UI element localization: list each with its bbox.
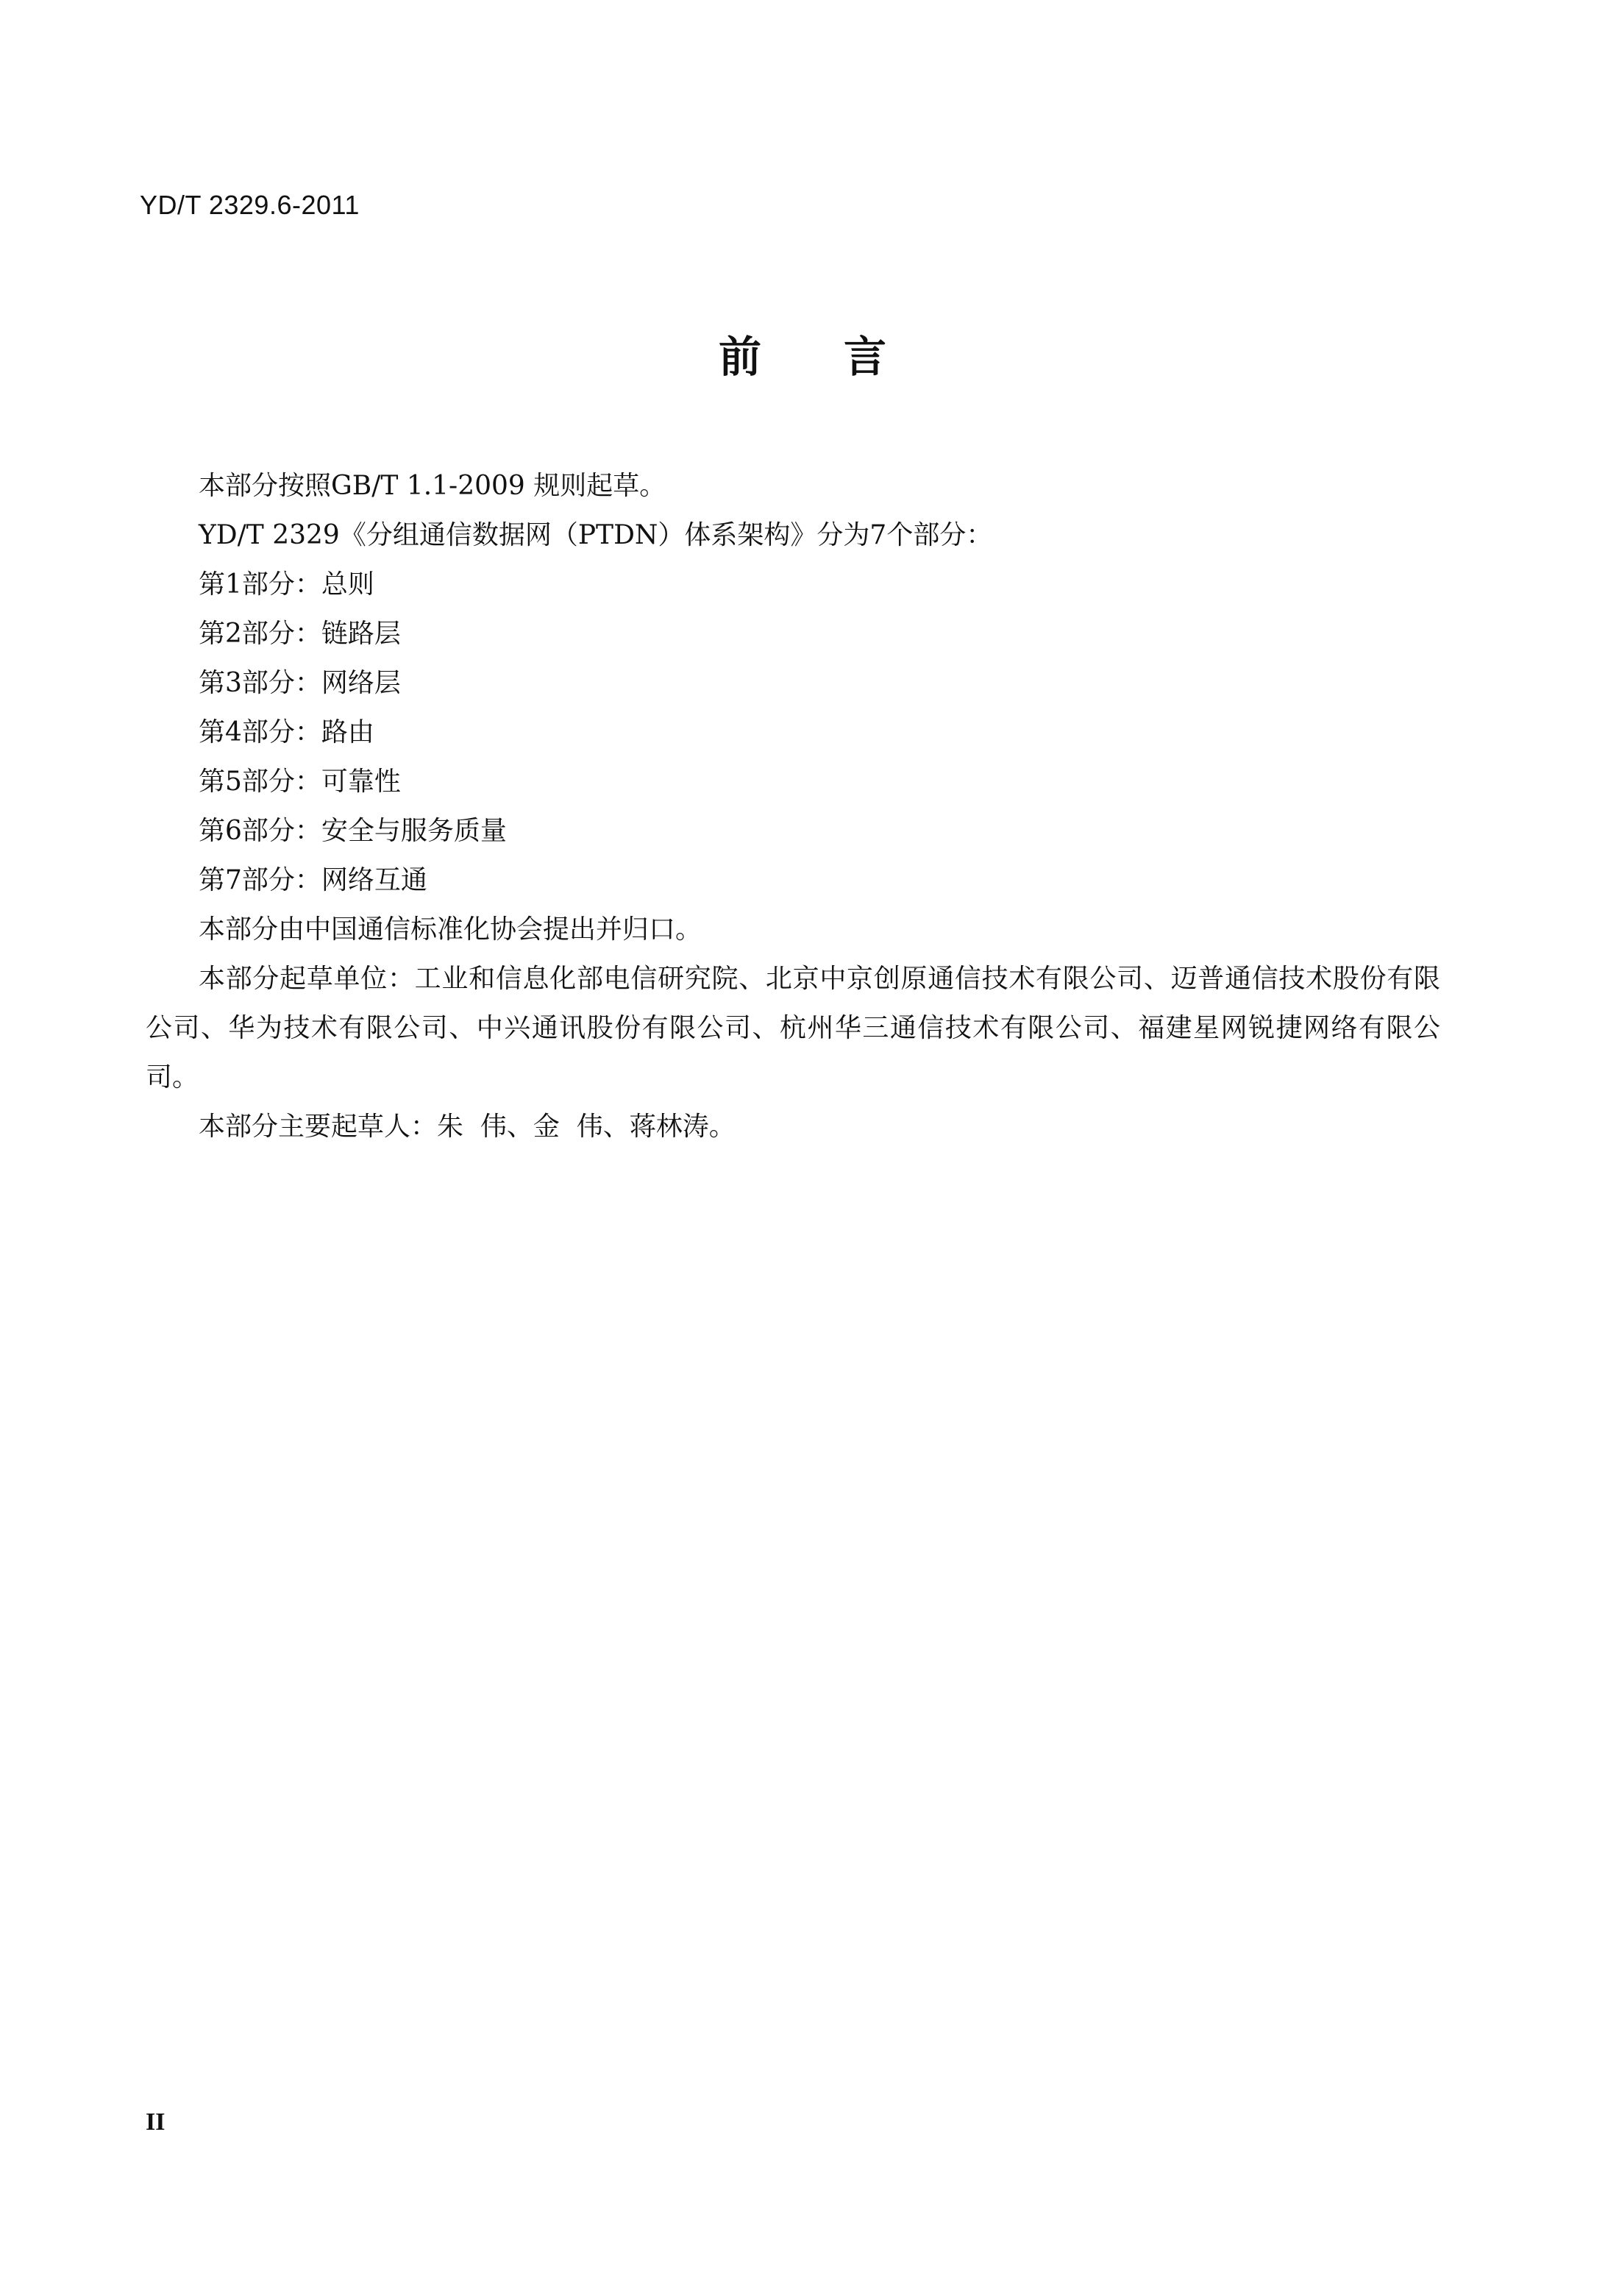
list-item-part-5: 第5部分：可靠性	[199, 767, 401, 797]
list-item-part-1: 第1部分：总则	[199, 569, 374, 600]
page-number: II	[146, 2108, 166, 2136]
list-item-part-2: 第2部分：链路层	[199, 619, 401, 649]
page-title: 前言	[718, 332, 969, 382]
paragraph-proposer: 本部分由中国通信标准化协会提出并归口。	[199, 914, 702, 945]
list-item-part-7: 第7部分：网络互通	[199, 865, 427, 895]
paragraph-parts-intro: YD/T 2329《分组通信数据网（PTDN）体系架构》分为7个部分：	[199, 520, 993, 550]
paragraph-drafting-units: 本部分起草单位：工业和信息化部电信研究院、北京中京创原通信技术有限公司、迈普通信技术股份有限公司、华为技术有限公司、中兴通讯股份有限公司、杭州华三通信技术有限公司、福建星网锐捷网络有限公司。	[146, 964, 1440, 1092]
standard-code: YD/T 2329.6-2011	[140, 190, 360, 220]
list-item-part-4: 第4部分：路由	[199, 717, 374, 747]
list-item-part-6: 第6部分：安全与服务质量	[199, 816, 507, 846]
list-item-part-3: 第3部分：网络层	[199, 668, 401, 698]
paragraph-drafters: 本部分主要起草人：朱 伟、金 伟、蒋林涛。	[199, 1112, 736, 1142]
foreword-body	[146, 461, 1440, 1151]
paragraph-drafting-rules: 本部分按照GB/T 1.1-2009 规则起草。	[199, 471, 666, 501]
